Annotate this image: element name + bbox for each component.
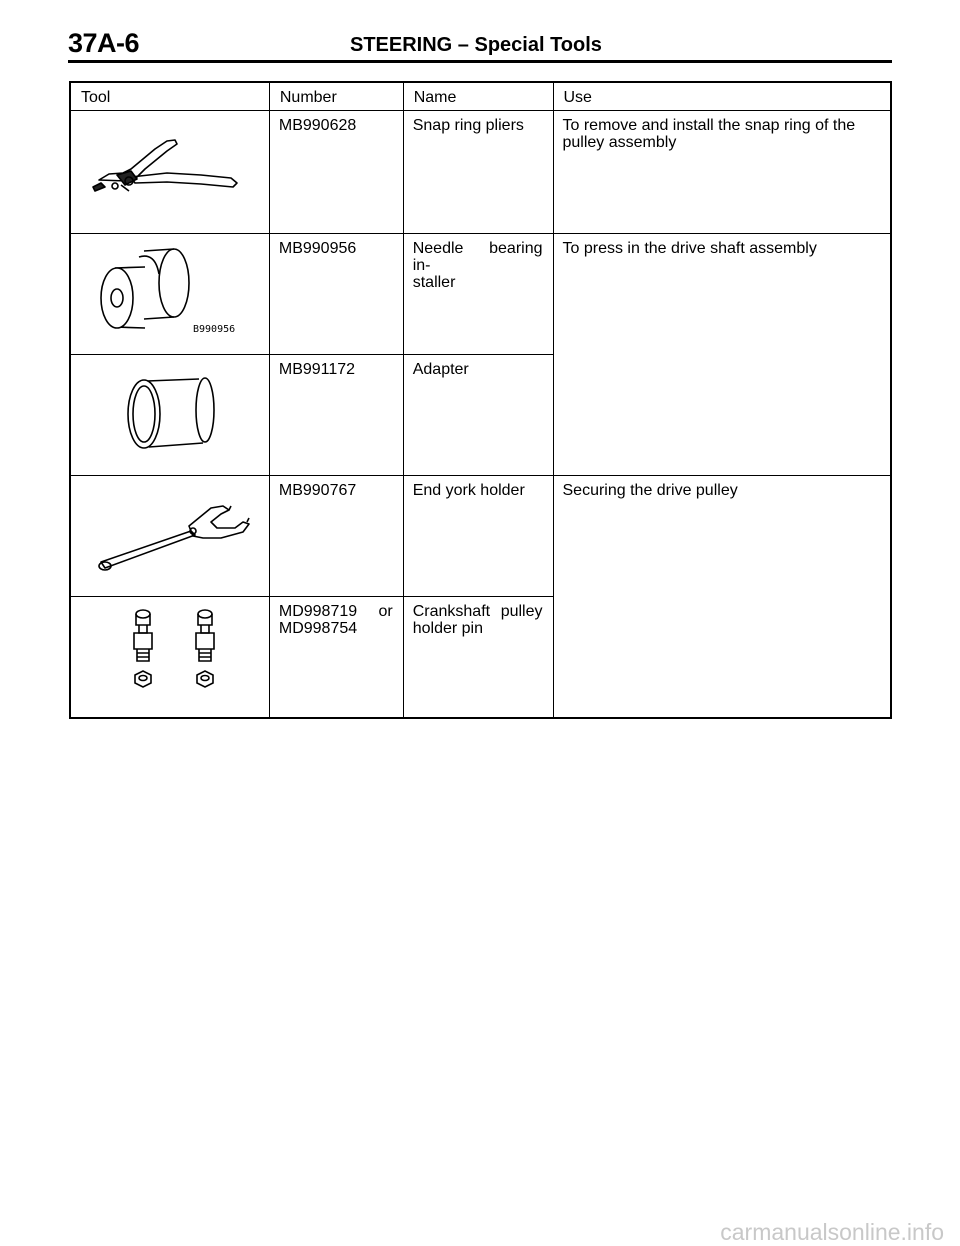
tool-number-line: MD998719 or [278,602,393,620]
header-rule [68,60,892,63]
tool-image-cell [70,475,269,596]
page-title: STEERING – Special Tools [350,34,602,56]
tool-name-line: holder pin [412,619,483,637]
tool-use: To press in the drive shaft assembly [553,233,891,475]
tool-name-line: Needle bearing in- [412,239,543,274]
crankshaft-pulley-holder-pin-icon [71,597,271,711]
snap-ring-pliers-icon [71,111,271,227]
column-header-name: Name [403,82,553,110]
table-row [70,475,891,596]
table-row [70,233,891,354]
page-header [68,28,892,62]
tool-number: MB990767 [269,475,403,596]
tool-number: MB990628 [269,110,403,233]
adapter-icon [71,355,271,469]
tool-use: Securing the drive pulley [553,475,891,718]
tool-name-line: Crankshaft pulley [412,602,543,620]
special-tools-table [69,81,892,719]
tool-name: End york holder [403,475,553,596]
watermark: carmanualsonline.info [720,1219,944,1245]
tool-image-cell [70,596,269,718]
tool-name: Snap ring pliers [403,110,553,233]
page-number: 37A-6 [68,28,140,58]
tool-image-cell [70,110,269,233]
tool-name: Adapter [403,354,553,475]
needle-bearing-installer-icon [71,234,271,348]
tool-name-line: staller [412,273,456,291]
tool-use: To remove and install the snap ring of the pulley assembly [553,110,891,233]
table-header-row [70,82,891,110]
tool-image-cell [70,233,269,354]
tool-name [403,596,553,718]
end-york-holder-icon [71,476,271,590]
tool-number: MB990956 [269,233,403,354]
column-header-number: Number [269,82,403,110]
tool-name [403,233,553,354]
tool-number [269,596,403,718]
table-row [70,110,891,233]
tool-image-cell [70,354,269,475]
tool-number-line: MD998754 [278,619,358,637]
tool-number: MB991172 [269,354,403,475]
column-header-tool: Tool [70,82,269,110]
column-header-use: Use [553,82,891,110]
tool-label: B990956 [193,323,236,335]
